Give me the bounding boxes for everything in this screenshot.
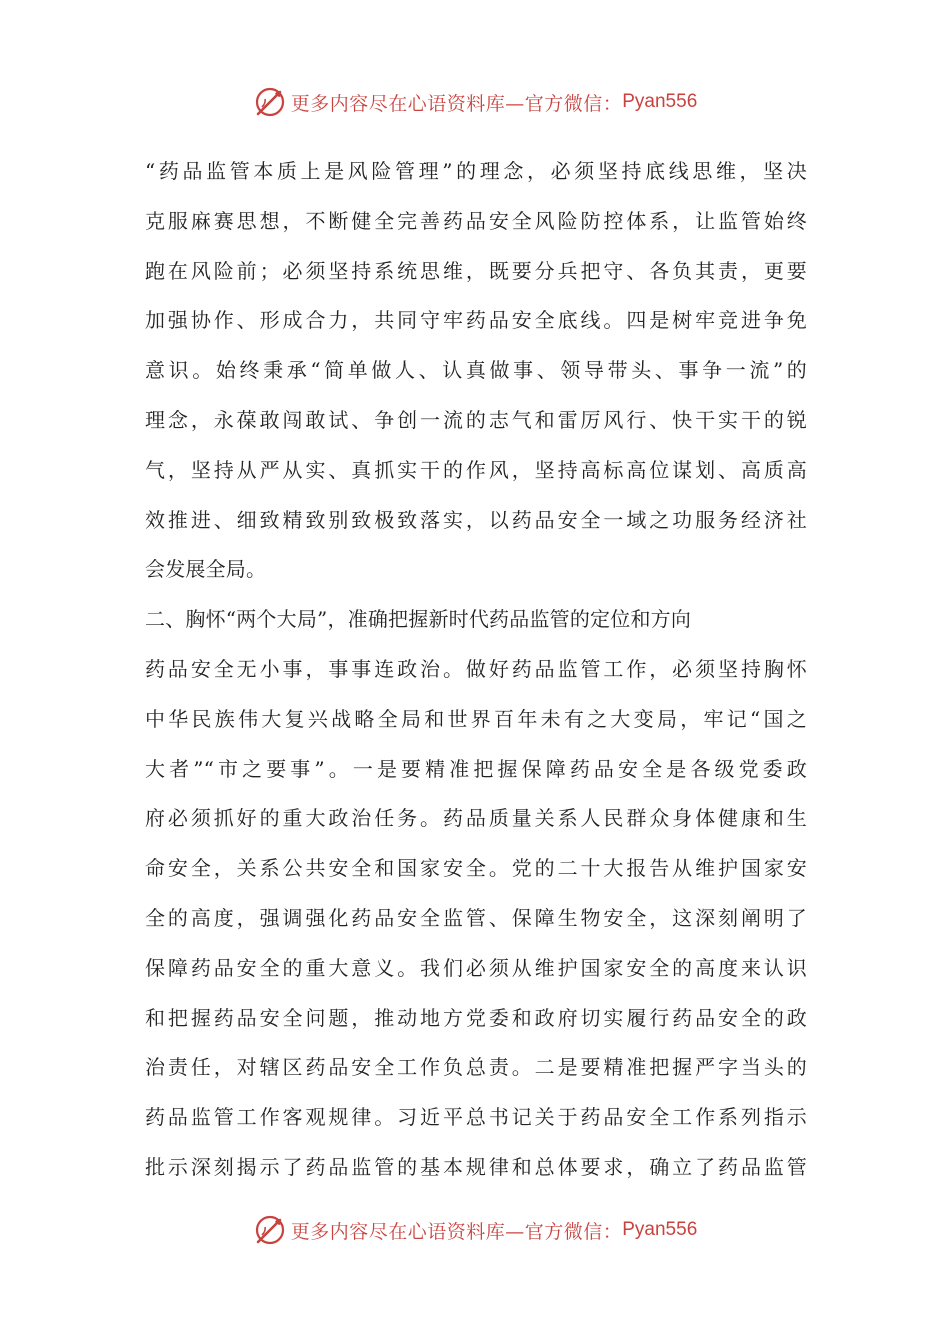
text-line: 药品安全无小事，事事连政治。做好药品监管工作，必须坚持胸怀 [145,656,807,681]
watermark-text: 更多内容尽在心语资料库—官方微信： [290,1220,623,1243]
text-line: 会发展全局。 [145,557,267,582]
document-body [145,147,807,1193]
pen-logo-icon [253,85,287,119]
text-line: 批示深刻揭示了药品监管的基本规律和总体要求，确立了药品监管 [145,1154,807,1179]
pen-logo-icon [253,1213,287,1247]
text-line: 气，坚持从严从实、真抓实干的作风，坚持高标高位谋划、高质高 [145,457,807,482]
text-line: “药品监管本质上是风险管理”的理念，必须坚持底线思维，坚决 [145,159,807,183]
text-line: 意识。始终秉承“简单做人、认真做事、领导带头、事争一流”的 [145,358,807,383]
text-line: 药品监管工作客观规律。习近平总书记关于药品安全工作系列指示 [145,1105,807,1130]
watermark-text: 更多内容尽在心语资料库—官方微信： [290,92,623,115]
text-line: 全的高度，强调强化药品安全监管、保障生物安全，这深刻阐明了 [145,905,807,930]
text-line: 府必须抓好的重大政治任务。药品质量关系人民群众身体健康和生 [145,806,807,831]
text-line: 加强协作、形成合力，共同守牢药品安全底线。四是树牢竞进争免 [145,308,807,333]
text-line: 大者”“市之要事”。一是要精准把握保障药品安全是各级党委政 [145,756,807,781]
text-line: 跑在风险前；必须坚持系统思维，既要分兵把守、各负其责，更要 [145,258,807,283]
text-line: 治责任，对辖区药品安全工作负总责。二是要精准把握严字当头的 [145,1055,807,1080]
text-line: 保障药品安全的重大意义。我们必须从维护国家安全的高度来认识 [145,955,807,980]
text-line: 和把握药品安全问题，推动地方党委和政府切实履行药品安全的政 [145,1005,807,1030]
text-line: 命安全，关系公共安全和国家安全。党的二十大报告从维护国家安 [145,856,807,881]
text-line: 效推进、细致精致别致极致落实，以药品安全一域之功服务经济社 [145,507,807,532]
section-heading: 二、胸怀“两个大局”，准确把握新时代药品监管的定位和方向 [145,607,692,632]
watermark-banner-top [0,82,950,122]
text-line: 克服麻赛思想，不断健全完善药品安全风险防控体系，让监管始终 [145,208,807,233]
text-line: 理念，永葆敢闯敢试、争创一流的志气和雷厉风行、快干实干的锐 [145,407,807,432]
text-line: 中华民族伟大复兴战略全局和世界百年未有之大变局，牢记“国之 [145,706,807,731]
watermark-wechat-id: Pyan556 [622,1219,698,1240]
watermark-wechat-id: Pyan556 [622,91,698,112]
watermark-banner-bottom [0,1210,950,1250]
